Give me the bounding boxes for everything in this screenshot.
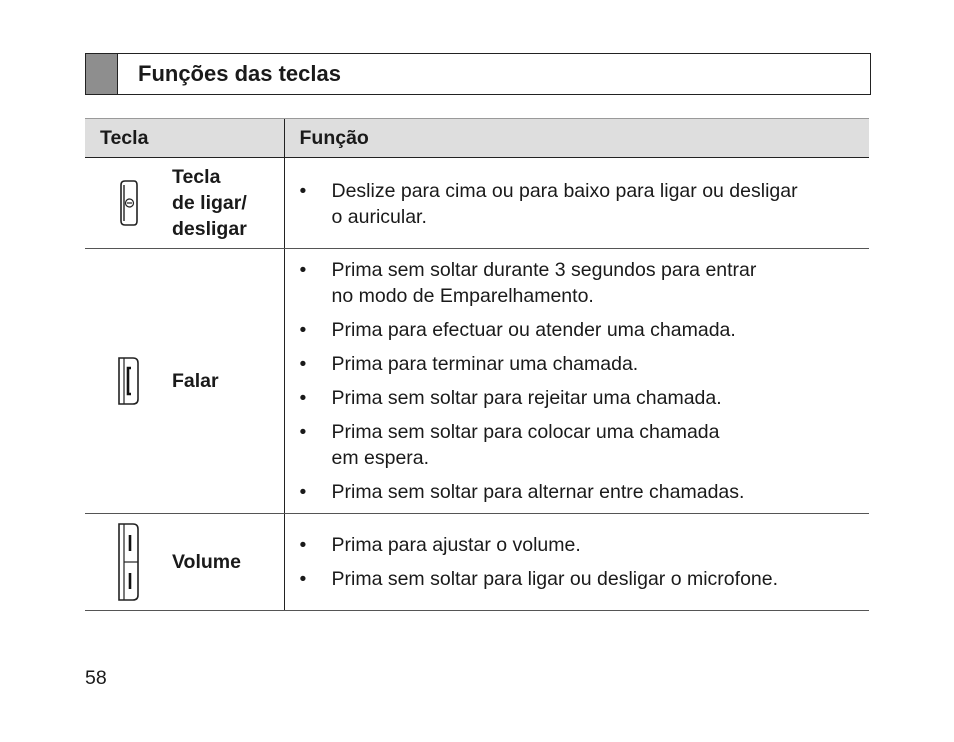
section-marker-bar: [86, 54, 118, 94]
function-item: • Deslize para cima ou para baixo para ligar ou desligar o auricular.: [300, 178, 870, 230]
function-item: • Prima sem soltar para colocar uma chamada em espera.: [300, 419, 870, 471]
function-list: [300, 532, 870, 592]
key-functions-table: [85, 118, 869, 611]
function-item: • Prima para terminar uma chamada.: [300, 351, 870, 377]
function-item: • Prima sem soltar durante 3 segundos para entrar no modo de Emparelhamento.: [300, 257, 870, 309]
section-title: Funções das teclas: [138, 61, 341, 86]
function-item: • Prima sem soltar para rejeitar uma chamada.: [300, 385, 870, 411]
key-name-line: Tecla: [172, 166, 221, 188]
key-name-line: desligar: [172, 218, 247, 240]
key-name-line: Falar: [172, 370, 219, 392]
volume-key-icon: [85, 521, 172, 603]
column-header-key: Tecla: [85, 119, 284, 158]
function-item: • Prima para ajustar o volume.: [300, 532, 870, 558]
key-name-line: Volume: [172, 551, 241, 573]
table-row: [85, 158, 869, 249]
function-item: • Prima sem soltar para ligar ou desligar o microfone.: [300, 566, 870, 592]
key-name-line: de ligar/: [172, 192, 247, 214]
power-switch-icon: [85, 179, 172, 227]
function-list: [300, 257, 870, 505]
key-name: [172, 164, 247, 242]
function-item: • Prima para efectuar ou atender uma chamada.: [300, 317, 870, 343]
key-name: [172, 368, 219, 394]
function-item: • Prima sem soltar para alternar entre chamadas.: [300, 479, 870, 505]
talk-key-icon: [85, 354, 172, 408]
key-name: [172, 549, 241, 575]
function-list: [300, 176, 870, 230]
column-header-function: Função: [284, 119, 869, 158]
table-header-row: [85, 119, 869, 158]
table-row: [85, 249, 869, 514]
table-row: [85, 514, 869, 611]
section-header: [85, 53, 871, 95]
page-number: 58: [85, 667, 107, 689]
